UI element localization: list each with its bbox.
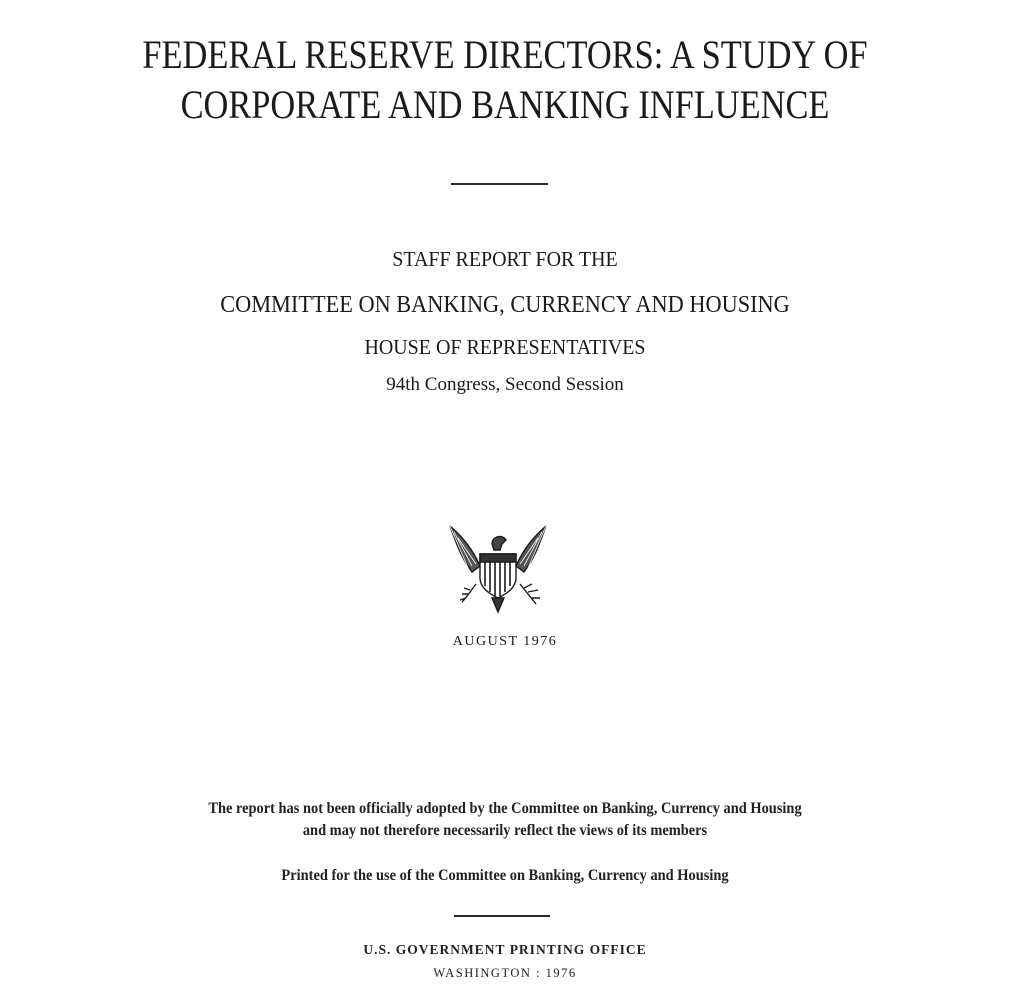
- congress-session: 94th Congress, Second Session: [386, 374, 624, 395]
- staff-report-heading: STAFF REPORT FOR THE: [392, 247, 618, 271]
- committee-name: COMMITTEE ON BANKING, CURRENCY AND HOUSING: [220, 292, 790, 318]
- publication-date: AUGUST 1976: [452, 634, 558, 649]
- house-of-representatives: HOUSE OF REPRESENTATIVES: [364, 335, 646, 359]
- disclaimer-line-2: and may not therefore necessarily reflect the views of its members: [302, 822, 708, 839]
- divider-bottom: [454, 915, 550, 917]
- document-title-line-2: CORPORATE AND BANKING INFLUENCE: [180, 82, 830, 127]
- document-title-line-1: FEDERAL RESERVE DIRECTORS: A STUDY OF: [142, 32, 868, 77]
- divider-top: [451, 183, 548, 185]
- printer-name: U.S. GOVERNMENT PRINTING OFFICE: [363, 942, 647, 957]
- place-and-year: WASHINGTON : 1976: [433, 966, 577, 980]
- printed-for-note: Printed for the use of the Committee on Banking, Currency and Housing: [281, 867, 729, 884]
- eagle-seal-icon: [446, 522, 550, 618]
- disclaimer-line-1: The report has not been officially adopted by the Committee on Banking, Currency and Housing: [208, 800, 802, 817]
